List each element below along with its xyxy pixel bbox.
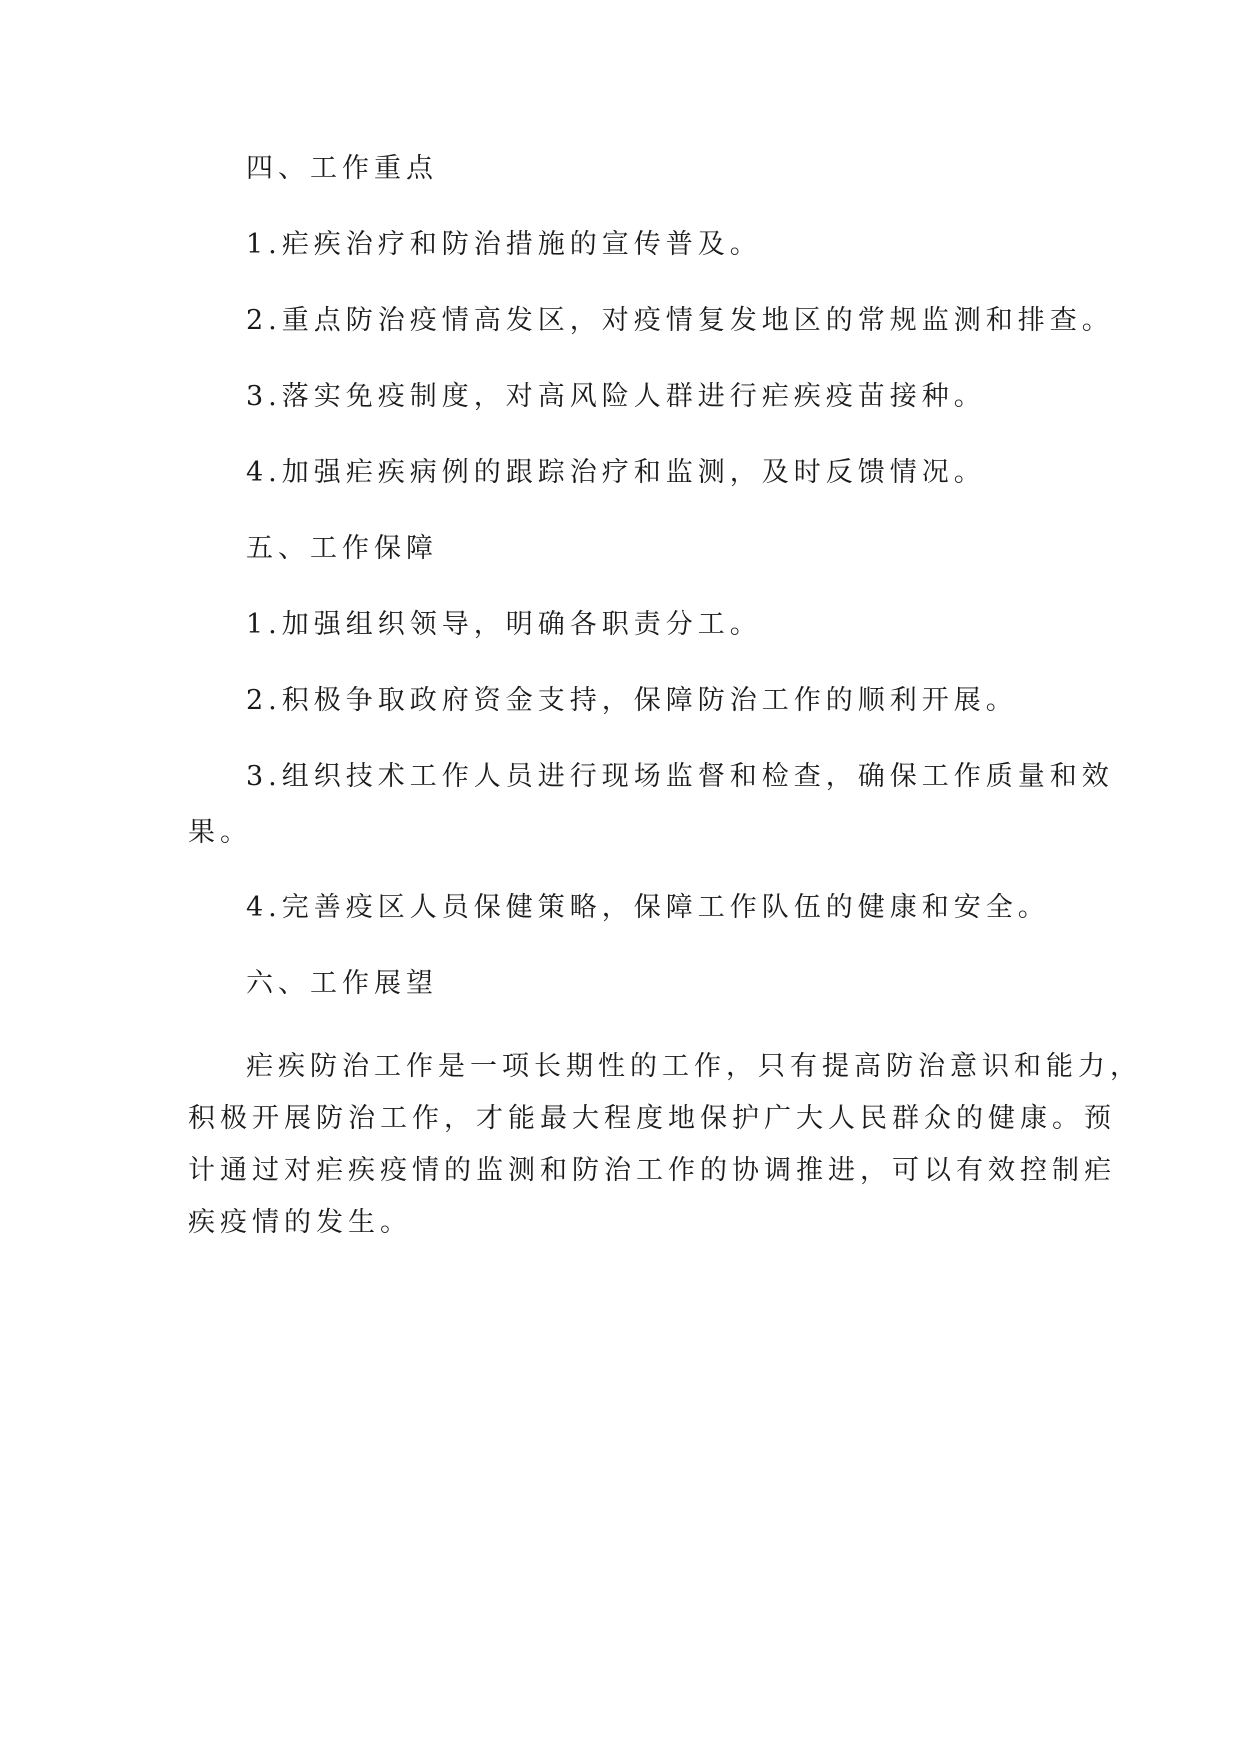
list-item: 1.疟疾治疗和防治措施的宣传普及。 — [246, 229, 762, 260]
paragraph-line: 积极开展防治工作，才能最大程度地保护广大人民群众的健康。预 — [188, 1103, 1116, 1134]
section-heading-work-focus: 四、工作重点 — [246, 153, 438, 184]
paragraph-line: 疟疾防治工作是一项长期性的工作，只有提高防治意识和能力， — [246, 1051, 1142, 1082]
outlook-paragraph — [188, 1041, 1142, 1249]
list-item: 2.重点防治疫情高发区，对疫情复发地区的常规监测和排查。 — [246, 305, 1114, 336]
paragraph-line: 计通过对疟疾疫情的监测和防治工作的协调推进，可以有效控制疟 — [188, 1155, 1116, 1186]
list-item: 4.加强疟疾病例的跟踪治疗和监测，及时反馈情况。 — [246, 457, 986, 488]
list-item-line: 3.组织技术工作人员进行现场监督和检查，确保工作质量和效 — [246, 761, 1114, 792]
list-item: 4.完善疫区人员保健策略，保障工作队伍的健康和安全。 — [246, 892, 1050, 923]
section-heading-work-guarantee: 五、工作保障 — [246, 533, 438, 564]
section-heading-work-outlook: 六、工作展望 — [246, 968, 438, 999]
list-item-wrapped — [188, 749, 1114, 861]
document-body — [188, 150, 1142, 1277]
list-item: 1.加强组织领导，明确各职责分工。 — [246, 609, 762, 640]
list-item: 2.积极争取政府资金支持，保障防治工作的顺利开展。 — [246, 685, 1018, 716]
paragraph-line: 疾疫情的发生。 — [188, 1207, 412, 1238]
list-item: 3.落实免疫制度，对高风险人群进行疟疾疫苗接种。 — [246, 381, 986, 412]
list-item-line: 果。 — [188, 817, 252, 848]
